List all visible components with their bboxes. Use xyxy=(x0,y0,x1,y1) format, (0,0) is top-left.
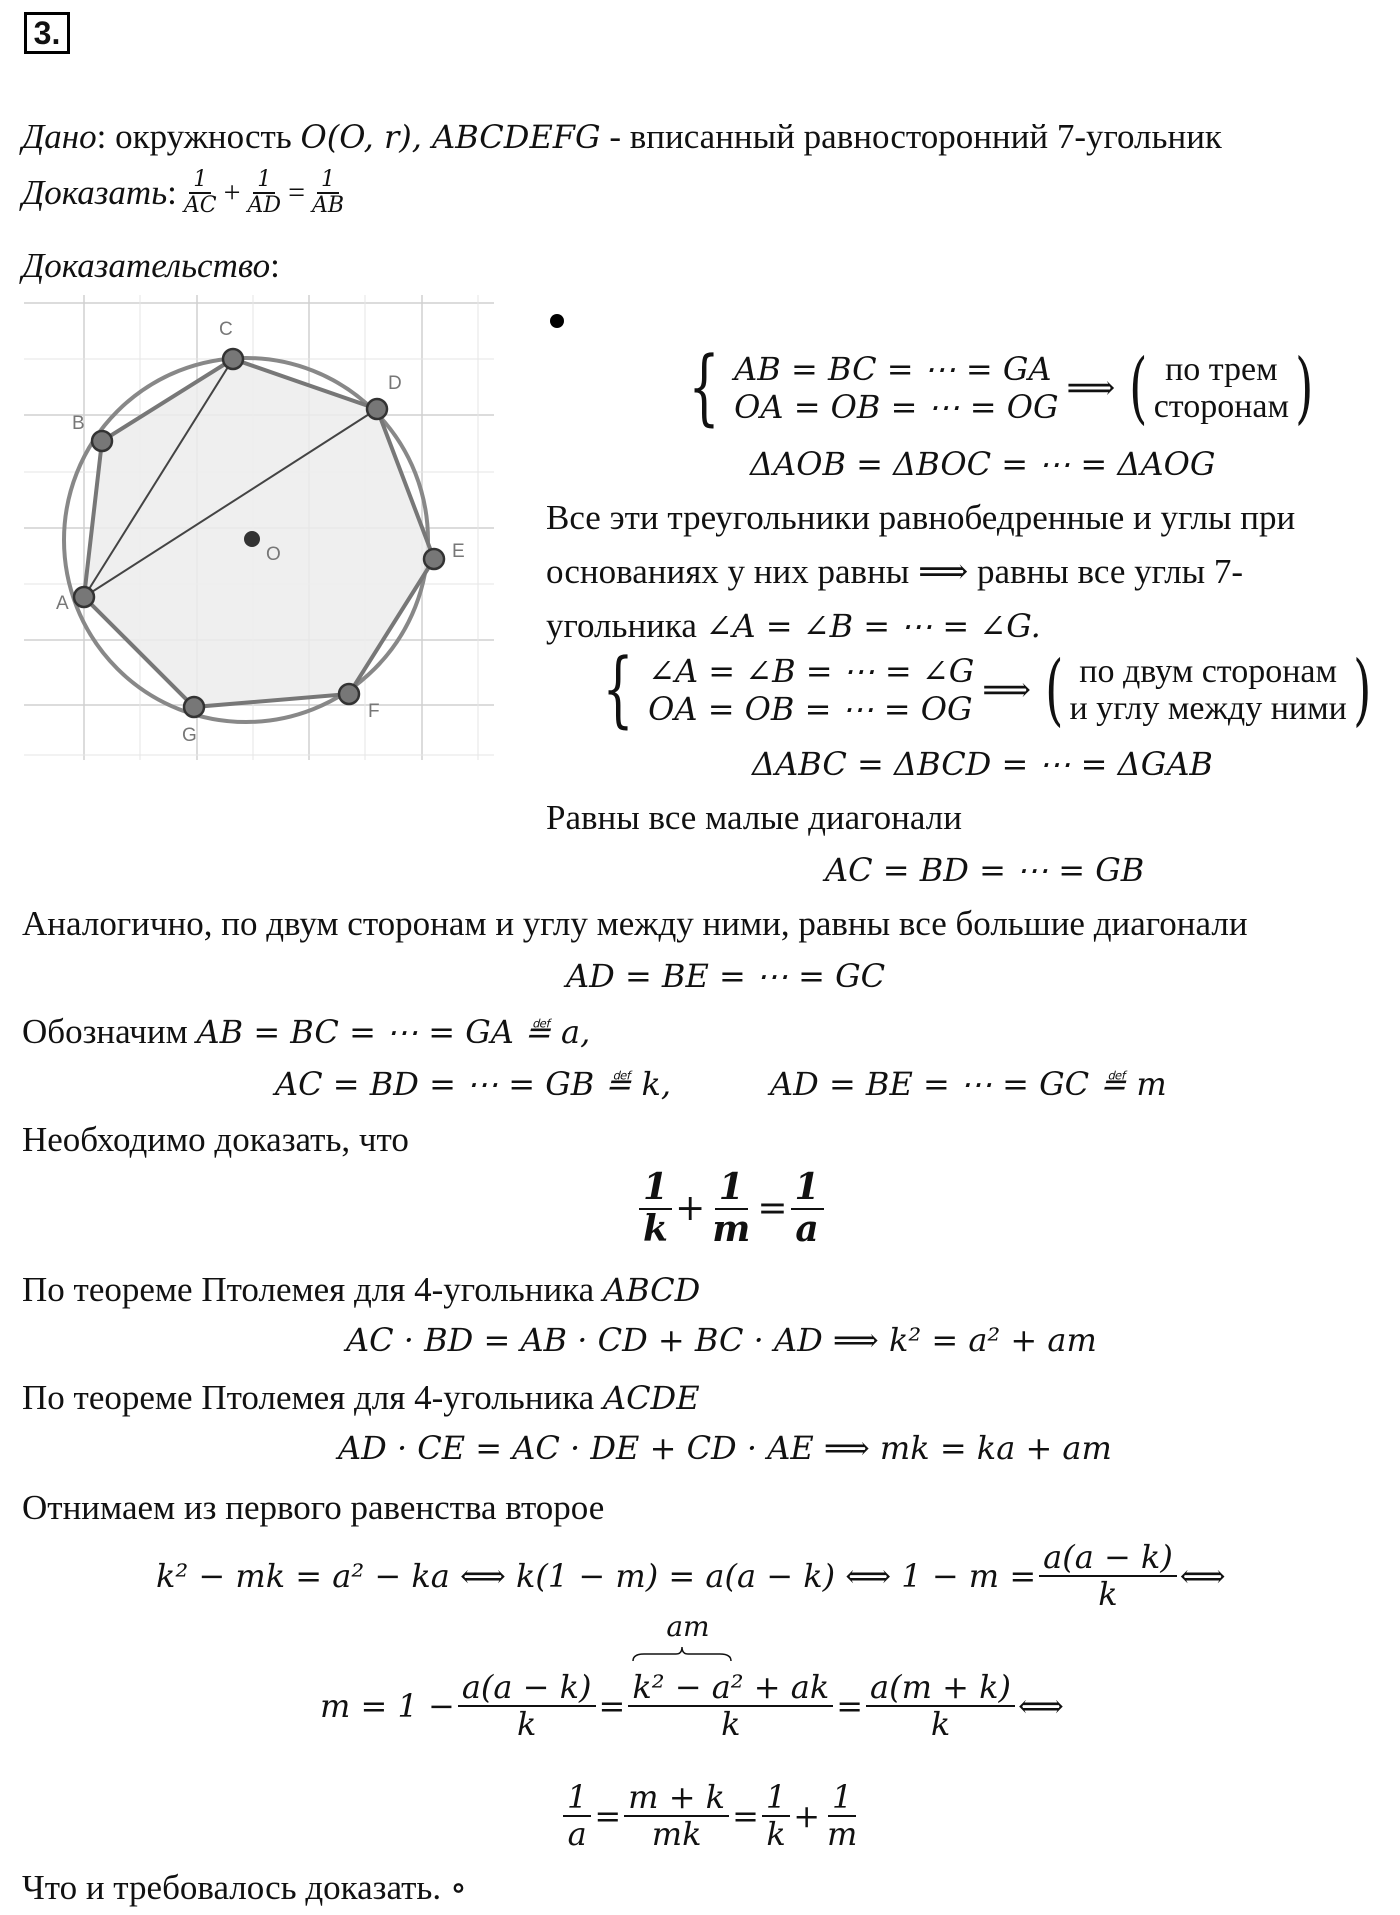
overbrace-label: am xyxy=(666,1610,710,1643)
final-frac-1: $\frac{1}{a}$ xyxy=(563,1780,591,1852)
notation-eq-3: AD = BE = ⋯ = GC ≝ m xyxy=(770,1065,1167,1103)
given-label: Дано xyxy=(22,117,97,156)
m-frac-2: am k² − a² + ak k xyxy=(628,1670,833,1742)
prove-label: Доказать xyxy=(22,173,168,213)
label-e: E xyxy=(452,541,465,562)
large-diag-eq: AD = BE = ⋯ = GC xyxy=(566,957,886,995)
proof-label-line: Доказательство: xyxy=(22,246,280,285)
system-2: { ∠A = ∠B = ⋯ = ∠G OA = OB = ⋯ = OG ⟹ ( по двум сторонам и углу между ними ) xyxy=(602,642,1372,738)
final-equation: $\frac{1}{a}$ = $\frac{m + k}{mk}$ = $\frac{1}{k}$ + $\frac{1}{m}$ xyxy=(560,1780,864,1852)
m-frac-1: $\frac{a(a - k)}{k}$ xyxy=(458,1670,596,1742)
system-2-line-1: ∠A = ∠B = ⋯ = ∠G xyxy=(648,652,975,690)
point-e xyxy=(424,549,444,569)
prove-frac-3: $\frac{1}{AB}$ xyxy=(311,167,345,219)
para-1-line-3: угольника ∠A = ∠B = ⋯ = ∠G. xyxy=(546,606,1041,645)
given-text: : окружность xyxy=(96,117,301,156)
bullet-point xyxy=(550,314,564,328)
para-1-line-2: основаниях у них равны ⟹ равны все углы 7- xyxy=(546,552,1244,591)
large-diag-text: Аналогично, по двум сторонам и углу между ними, равны все большие диагонали xyxy=(22,904,1248,943)
final-frac-3: $\frac{1}{k}$ xyxy=(762,1780,790,1852)
target-equation: $\frac{1}{k}$ + $\frac{1}{m}$ = $\frac{1}{a}$ xyxy=(636,1168,827,1249)
notation-eq-1: AB = BC = ⋯ = GA ≝ a, xyxy=(196,1013,591,1051)
given-math: O(O, r), ABCDEFG xyxy=(300,118,601,156)
point-g xyxy=(184,697,204,717)
problem-number: 3. xyxy=(24,12,70,54)
system-1-reason-2: сторонам xyxy=(1153,388,1290,425)
point-b xyxy=(92,431,112,451)
label-g: G xyxy=(182,725,197,746)
target-frac-m: $\frac{1}{m}$ xyxy=(712,1166,751,1250)
point-f xyxy=(339,684,359,704)
system-1: { AB = BC = ⋯ = GA OA = OB = ⋯ = OG ⟹ ( по трем сторонам ) xyxy=(688,340,1314,436)
m-frac-3: $\frac{a(m + k)}{k}$ xyxy=(866,1670,1015,1742)
ptolemy-1-text: По теореме Птолемея для 4-угольника ABCD xyxy=(22,1270,701,1309)
label-a: A xyxy=(56,593,69,614)
system-2-reason-2: и углу между ними xyxy=(1069,690,1347,727)
system-1-line-2: OA = OB = ⋯ = OG xyxy=(734,388,1059,426)
system-2-result: ΔABC = ΔBCD = ⋯ = ΔGAB xyxy=(752,745,1213,783)
label-d: D xyxy=(388,373,402,394)
system-1-line-1: AB = BC = ⋯ = GA xyxy=(734,350,1052,388)
subtract-eq: k² − mk = a² − ka ⟺ k(1 − m) = a(a − k) ⟺ 1 − m = $\frac{a(a - k)}{k}$ ⟺ xyxy=(156,1538,1226,1614)
target-frac-a: $\frac{1}{a}$ xyxy=(791,1168,824,1249)
label-b: B xyxy=(72,413,85,434)
prove-frac-1: $\frac{1}{AC}$ xyxy=(183,167,217,219)
para-1-line-1: Все эти треугольники равнобедренные и углы при xyxy=(546,498,1296,537)
notation-eq-2: AC = BD = ⋯ = GB ≝ k, xyxy=(275,1065,672,1103)
label-f: F xyxy=(368,701,380,722)
small-diag-eq: AC = BD = ⋯ = GB xyxy=(825,851,1145,889)
final-frac-4: $\frac{1}{m}$ xyxy=(827,1778,858,1854)
point-a xyxy=(74,587,94,607)
prove-frac-2: $\frac{1}{AD}$ xyxy=(247,167,282,219)
overbrace xyxy=(632,1646,732,1662)
system-1-reason-1: по трем xyxy=(1165,350,1278,388)
system-1-result: ΔAOB = ΔBOC = ⋯ = ΔAOG xyxy=(750,445,1216,483)
heptagon-figure xyxy=(24,295,494,760)
final-frac-2: $\frac{m + k}{mk}$ xyxy=(624,1780,729,1852)
given-suffix: - вписанный равносторонний 7-угольник xyxy=(600,117,1222,156)
m-equation: m = 1 − $\frac{a(a - k)}{k}$ = am k² − a² + ak k = $\frac{a(m + k)}{k}$ ⟺ xyxy=(320,1610,1064,1744)
point-c xyxy=(223,349,243,369)
given-line xyxy=(22,117,1222,157)
qed-text: Что и требовалось доказать. ∘ xyxy=(22,1868,468,1907)
ptolemy-2-eq: AD · CE = AC · DE + CD · AE ⟹ mk = ka + am xyxy=(338,1429,1112,1467)
system-2-reason-1: по двум сторонам xyxy=(1079,652,1338,690)
point-o xyxy=(244,531,260,547)
label-c: C xyxy=(219,319,233,340)
prove-line: Доказать : $\frac{1}{AC}$ + $\frac{1}{AD}$ = $\frac{1}{AB}$ xyxy=(22,168,351,218)
small-diag-text: Равны все малые диагонали xyxy=(546,798,962,837)
subtract-text: Отнимаем из первого равенства второе xyxy=(22,1488,605,1527)
point-d xyxy=(367,399,387,419)
need-text: Необходимо доказать, что xyxy=(22,1120,409,1159)
ptolemy-1-eq: AC · BD = AB · CD + BC · AD ⟹ k² = a² + am xyxy=(346,1321,1097,1359)
target-frac-k: $\frac{1}{k}$ xyxy=(639,1168,672,1249)
system-2-line-2: OA = OB = ⋯ = OG xyxy=(648,690,973,728)
notation-line-1: Обозначим AB = BC = ⋯ = GA ≝ a, xyxy=(22,1012,591,1051)
subtract-frac: $\frac{a(a - k)}{k}$ xyxy=(1039,1540,1177,1612)
ptolemy-2-text: По теореме Птолемея для 4-угольника ACDE xyxy=(22,1378,700,1417)
label-o: O xyxy=(266,544,281,565)
proof-label: Доказательство xyxy=(22,246,271,285)
